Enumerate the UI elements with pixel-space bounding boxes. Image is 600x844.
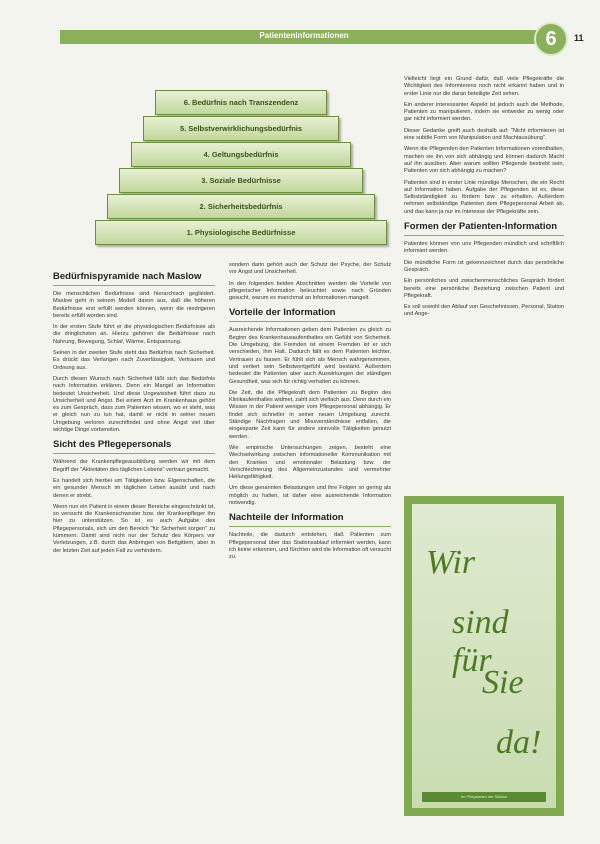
- paragraph: Um diese genannten Belastungen und ihre Folgen so gering als möglich zu halten, ist daher eine ausreichende Information notwendig.: [229, 485, 391, 507]
- pyramid-level-5: 5. Selbstverwirklichungsbedürfnis: [143, 116, 339, 141]
- paragraph: Wenn die Pflegenden den Patienten Informationen vorenthalten, machen sie ihn von sich abhängig und können dadurch Macht auf ihn ausüben. Aber warum sollten Pflegende bestrebt sein, Patienten von sich abhängig zu machen?: [404, 146, 564, 175]
- pyramid-level-6: 6. Bedürfnis nach Transzendenz: [155, 90, 327, 115]
- paragraph: Nachteile, die dadurch entstehen, daß Patienten zum Pflegepersonal über das Stationsablauf informiert werden, kann ich keine erkennen, und fürchten wird die Information oft versucht zu.: [229, 532, 391, 561]
- header-title: Patienteninformationen: [259, 31, 349, 40]
- paragraph: Patienten können von uns Pflegenden mündlich und schriftlich informiert werden.: [404, 241, 564, 255]
- heading-pflegepersonal: Sicht des Pflegepersonals: [53, 439, 215, 454]
- pyramid-level-3: 3. Soziale Bedürfnisse: [119, 168, 363, 193]
- paragraph: Die Zeit, die die Pflegekraft dem Patienten zu Beginn des Klinikaufenthaltes widmet, zahlt sich vielfach aus. Denn durch ein Wissen in der Patient weniger vom Pflegepersonal abhängig. Er findet sich schneller in seiner neuen Umgebung zurecht. Ständige Nachfragen und Missverständnisse entfallen, die eingesparte Zeit kann für andere sinnvolle Tätigkeiten genutzt werden.: [229, 389, 391, 440]
- paragraph: Es handelt sich hierbei um Tätigkeiten bzw. Eigenschaften, die ein gesunder Mensch im täglichen Leben ausübt und nach denen er strebt.: [53, 477, 215, 499]
- heading-vorteile: Vorteile der Information: [229, 307, 391, 322]
- paragraph: Ein anderer interessanter Aspekt ist jedoch auch die Methode, Patienten zu manipulieren, indem sie entweder zu wenig oder gar nicht informiert werden.: [404, 101, 564, 123]
- poster-image: [404, 496, 564, 816]
- paragraph: Es soll sowohl den Ablauf von Geschehnissen, Personal, Station und Ange-: [404, 304, 564, 318]
- poster-footer: Ihr Pflegeteam der Station: [422, 792, 546, 802]
- paragraph: Vielleicht liegt ein Grund dafür, daß viele Pflegekräfte die Wichtigkeit des Informierens noch nicht erkannt haben und in erster Linie nur die daran beteiligte Zeit sehen.: [404, 76, 564, 97]
- paragraph: Seinen in der zweiten Stufe steht das Bedürfnis nach Sicherheit. Es drückt das Verlangen nach Zuverlässigkeit, Vertrauen und Ordnung aus.: [53, 350, 215, 371]
- chapter-badge: 6: [534, 22, 568, 56]
- column-3: [404, 76, 564, 323]
- paragraph: Während der Krankenpflegeausbildung werden wir mit dem Begriff der "Aktivitäten des täglichen Lebens" vertraut gemacht.: [53, 459, 215, 473]
- paragraph: Die mündliche Form ist gekennzeichnet durch das persönliche Gespräch.: [404, 259, 564, 273]
- pyramid-level-2: 2. Sicherheitsbedürfnis: [107, 194, 375, 219]
- poster-word: da!: [496, 724, 542, 761]
- pyramid-level-1: 1. Physiologische Bedürfnisse: [95, 220, 387, 245]
- page-number: 11: [574, 33, 584, 43]
- maslow-pyramid: [95, 90, 385, 250]
- paragraph: Die menschlichen Bedürfnisse sind hierarchisch gegliedert. Maslow geht in seinem Modell davon aus, daß die höheren Bedürfnisse erst erfüllt werden können, wenn die niedrigeren bereits erfüllt worden sind.: [53, 291, 215, 319]
- paragraph: Ein persönliches und zwischenmenschliches Gespräch fördert bereits eine persönliche Beziehung zwischen Patient und Pflegekraft.: [404, 278, 564, 299]
- paragraph: In der ersten Stufe führt er die physiologischen Bedürfnisse als die dringlichsten an. Hierzu gehören die Bedürfnisse nach Nahrung, Bewegung, Schlaf, Wärme, Entspannung.: [53, 324, 215, 345]
- paragraph: Durch diesen Wunsch nach Sicherheit läßt sich das Bedürfnis nach Information erklären. Denn ein Mangel an Information bedeutet Unsicherheit. Und diese Ungewissheit führt dazu zu Unsicherheit und Angst. Bei einem Arzt im Krankenhaus gehört es zum Gespräch, dass zum Patienten wissen, wo er steht, was er gleich nun zu tun hat, damit er nicht in seiner neuen Umgebung verloren zurechtfindet und ohne Angst viel über wichtige Dinge vorbereiten.: [53, 375, 215, 434]
- page-header: [60, 30, 548, 44]
- poster-word: sind für: [452, 604, 509, 679]
- column-1: [53, 266, 215, 559]
- poster-panel: [412, 504, 556, 808]
- heading-formen: Formen der Patienten-Information: [404, 221, 564, 236]
- heading-maslow: Bedürfnispyramide nach Maslow: [53, 271, 215, 286]
- paragraph: Wenn nun ein Patient in einem dieser Bereiche eingeschränkt ist, so versucht die Krankenschwester bzw. der Krankenpfleger ihn hier zu unterstützen. So ist es auch Aufgabe des Pflegepersonals, sich um den Bereich "für Sicherheit sorgen" zu kümmern. Damit sind nicht nur der Schutz des Körpers vor Verletzungen, z.B. durch das Anbringen von Bettgittern, aber in der letzten Zeit auf jeden Fall zu verhindern.: [53, 503, 215, 554]
- paragraph: Ausreichende Informationen geben dem Patienten zu gleich zu Beginn des Krankenhausaufenthaltes ein Gefühl von Sicherheit. Die Umgebung, die Fremden ist einem Fremden ist er sich verschieden, ihm Halt. Dadurch fällt es dem Patienten leichter, Vertrauen zu fassen. Er fühlt sich als Mensch wahrgenommen, und verliert sein Selbstwertgefühl wird bestärkt. Außerdem bedeutet die Patienten aber auch Auswirkungen der ständigen Gesundheit, was sich für richtig verhalten zu können.: [229, 327, 391, 385]
- paragraph: Wie empirische Untersuchungen zeigen, besteht eine Wechselwirkung zwischen informationeller Kommunikation mit den Kranken und emotionaler Belastung bzw. der Verschlechterung des Allgemeinzustandes und vermehrter Heilungsfähigkeit.: [229, 444, 391, 481]
- poster-word: Wir: [426, 544, 476, 581]
- paragraph: Dieser Gedanke greift auch deshalb auf: "Nicht informieren ist eine subtile Form von Manipulation und Machtausübung".: [404, 127, 564, 142]
- paragraph: sondern darin gehört auch der Schutz der Psyche, der Schutz vor Angst und Unsicherheit.: [229, 262, 391, 276]
- poster-word: Sie: [482, 664, 524, 701]
- column-2: [229, 262, 391, 566]
- paragraph: In den folgenden beiden Abschnitten werden die Vorteile von pflegerischer Information beleuchtet sowie nach Gründen gesucht, warum es manchmal an Informationen mangelt.: [229, 280, 391, 302]
- pyramid-level-4: 4. Geltungsbedürfnis: [131, 142, 351, 167]
- heading-nachteile: Nachteile der Information: [229, 512, 391, 527]
- paragraph: Patienten sind in erster Linie mündige Menschen, die ein Recht auf Information haben. Aufgabe der Pflegenden ist es, diese Selbstständigkeit zu fördern bzw. zu erhalten. Außerdem nehmen selbständige Patienten dem Pflegepersonal Arbeit ab, und das kann ja nur im Interesse der Pflegekräfte sein.: [404, 179, 564, 215]
